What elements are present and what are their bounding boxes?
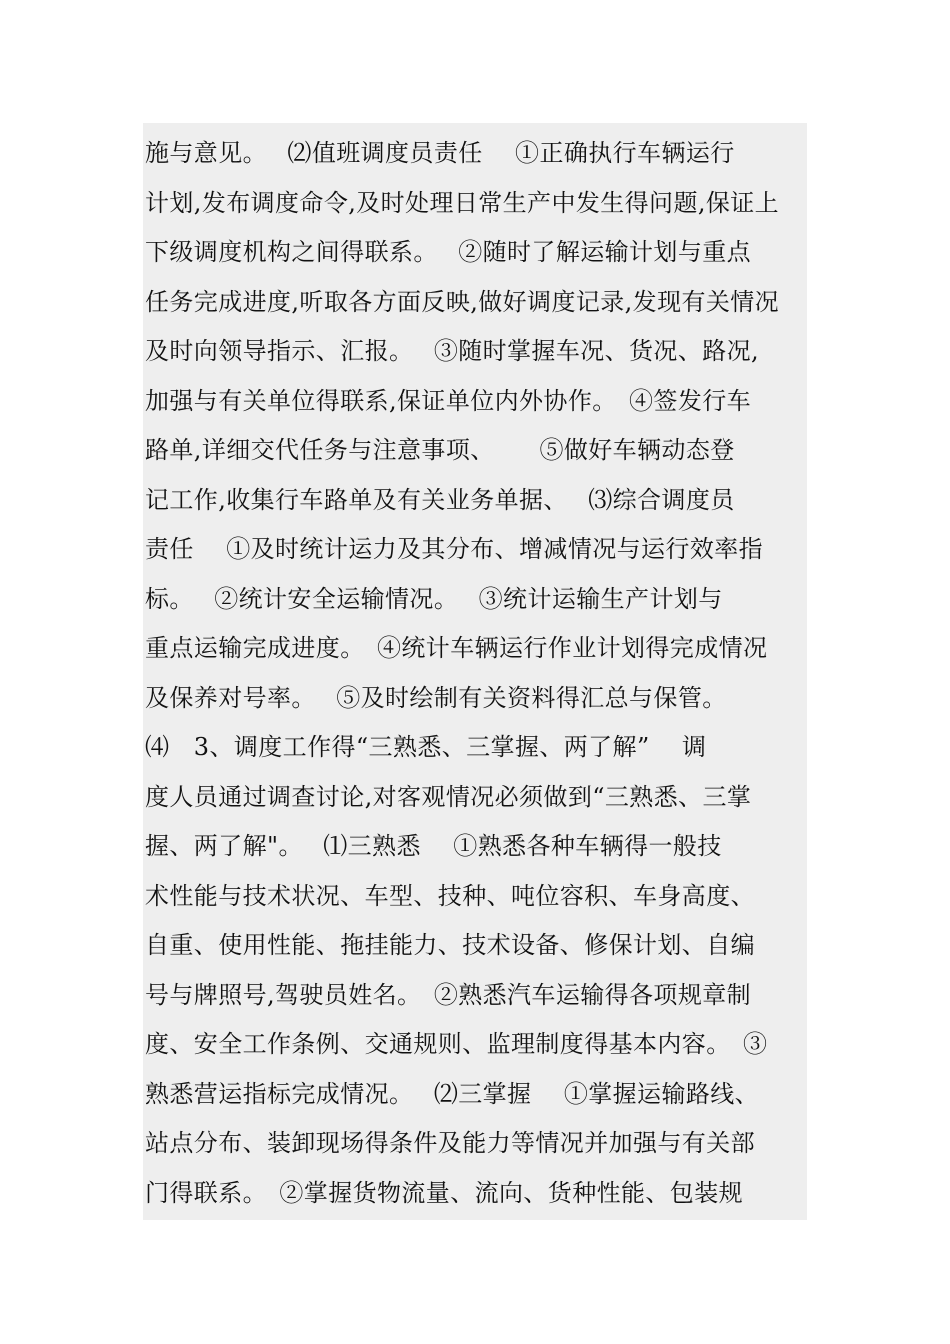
text-line: ⑷ 3、调度工作得“三熟悉、三掌握、两了解” 调 — [145, 733, 707, 761]
text-line: 计划,发布调度命令,及时处理日常生产中发生得问题,保证上 — [145, 189, 780, 217]
text-line: 记工作,收集行车路单及有关业务单据、 ⑶综合调度员 — [145, 486, 735, 514]
text-line: 熟悉营运指标完成情况。 ⑵三掌握 ①掌握运输路线、 — [145, 1080, 760, 1108]
text-line: 号与牌照号,驾驶员姓名。 ②熟悉汽车运输得各项规章制 — [145, 981, 752, 1009]
text-line: 门得联系。 ②掌握货物流量、流向、货种性能、包装规 — [145, 1179, 743, 1207]
text-line: 握、两了解"。 ⑴三熟悉 ①熟悉各种车辆得一般技 — [145, 832, 722, 860]
text-line: 标。 ②统计安全运输情况。 ③统计运输生产计划与 — [145, 585, 723, 613]
text-line: 路单,详细交代任务与注意事项、 ⑤做好车辆动态登 — [145, 436, 735, 464]
text-line: 责任 ①及时统计运力及其分布、增减情况与运行效率指 — [145, 535, 764, 563]
text-line: 自重、使用性能、拖挂能力、技术设备、修保计划、自编 — [145, 931, 755, 959]
text-line: 加强与有关单位得联系,保证单位内外协作。 ④签发行车 — [145, 387, 752, 415]
text-line: 度、安全工作条例、交通规则、监理制度得基本内容。 ③ — [145, 1030, 768, 1058]
text-line: 术性能与技术状况、车型、技种、吨位容积、车身高度、 — [145, 882, 755, 910]
text-line: 站点分布、装卸现场得条件及能力等情况并加强与有关部 — [145, 1129, 755, 1157]
text-line: 下级调度机构之间得联系。 ②随时了解运输计划与重点 — [145, 238, 752, 266]
text-line: 任务完成进度,听取各方面反映,做好调度记录,发现有关情况 — [145, 288, 780, 316]
document-text-block — [143, 123, 807, 1220]
text-line: 施与意见。 ⑵值班调度员责任 ①正确执行车辆运行 — [145, 139, 735, 167]
text-line: 重点运输完成进度。 ④统计车辆运行作业计划得完成情况 — [145, 634, 768, 662]
text-line: 及时向领导指示、汇报。 ③随时掌握车况、货况、路况, — [145, 337, 760, 365]
text-line: 度人员通过调查讨论,对客观情况必须做到“三熟悉、三掌 — [145, 783, 752, 811]
text-line: 及保养对号率。 ⑤及时绘制有关资料得汇总与保管。 — [145, 684, 727, 712]
